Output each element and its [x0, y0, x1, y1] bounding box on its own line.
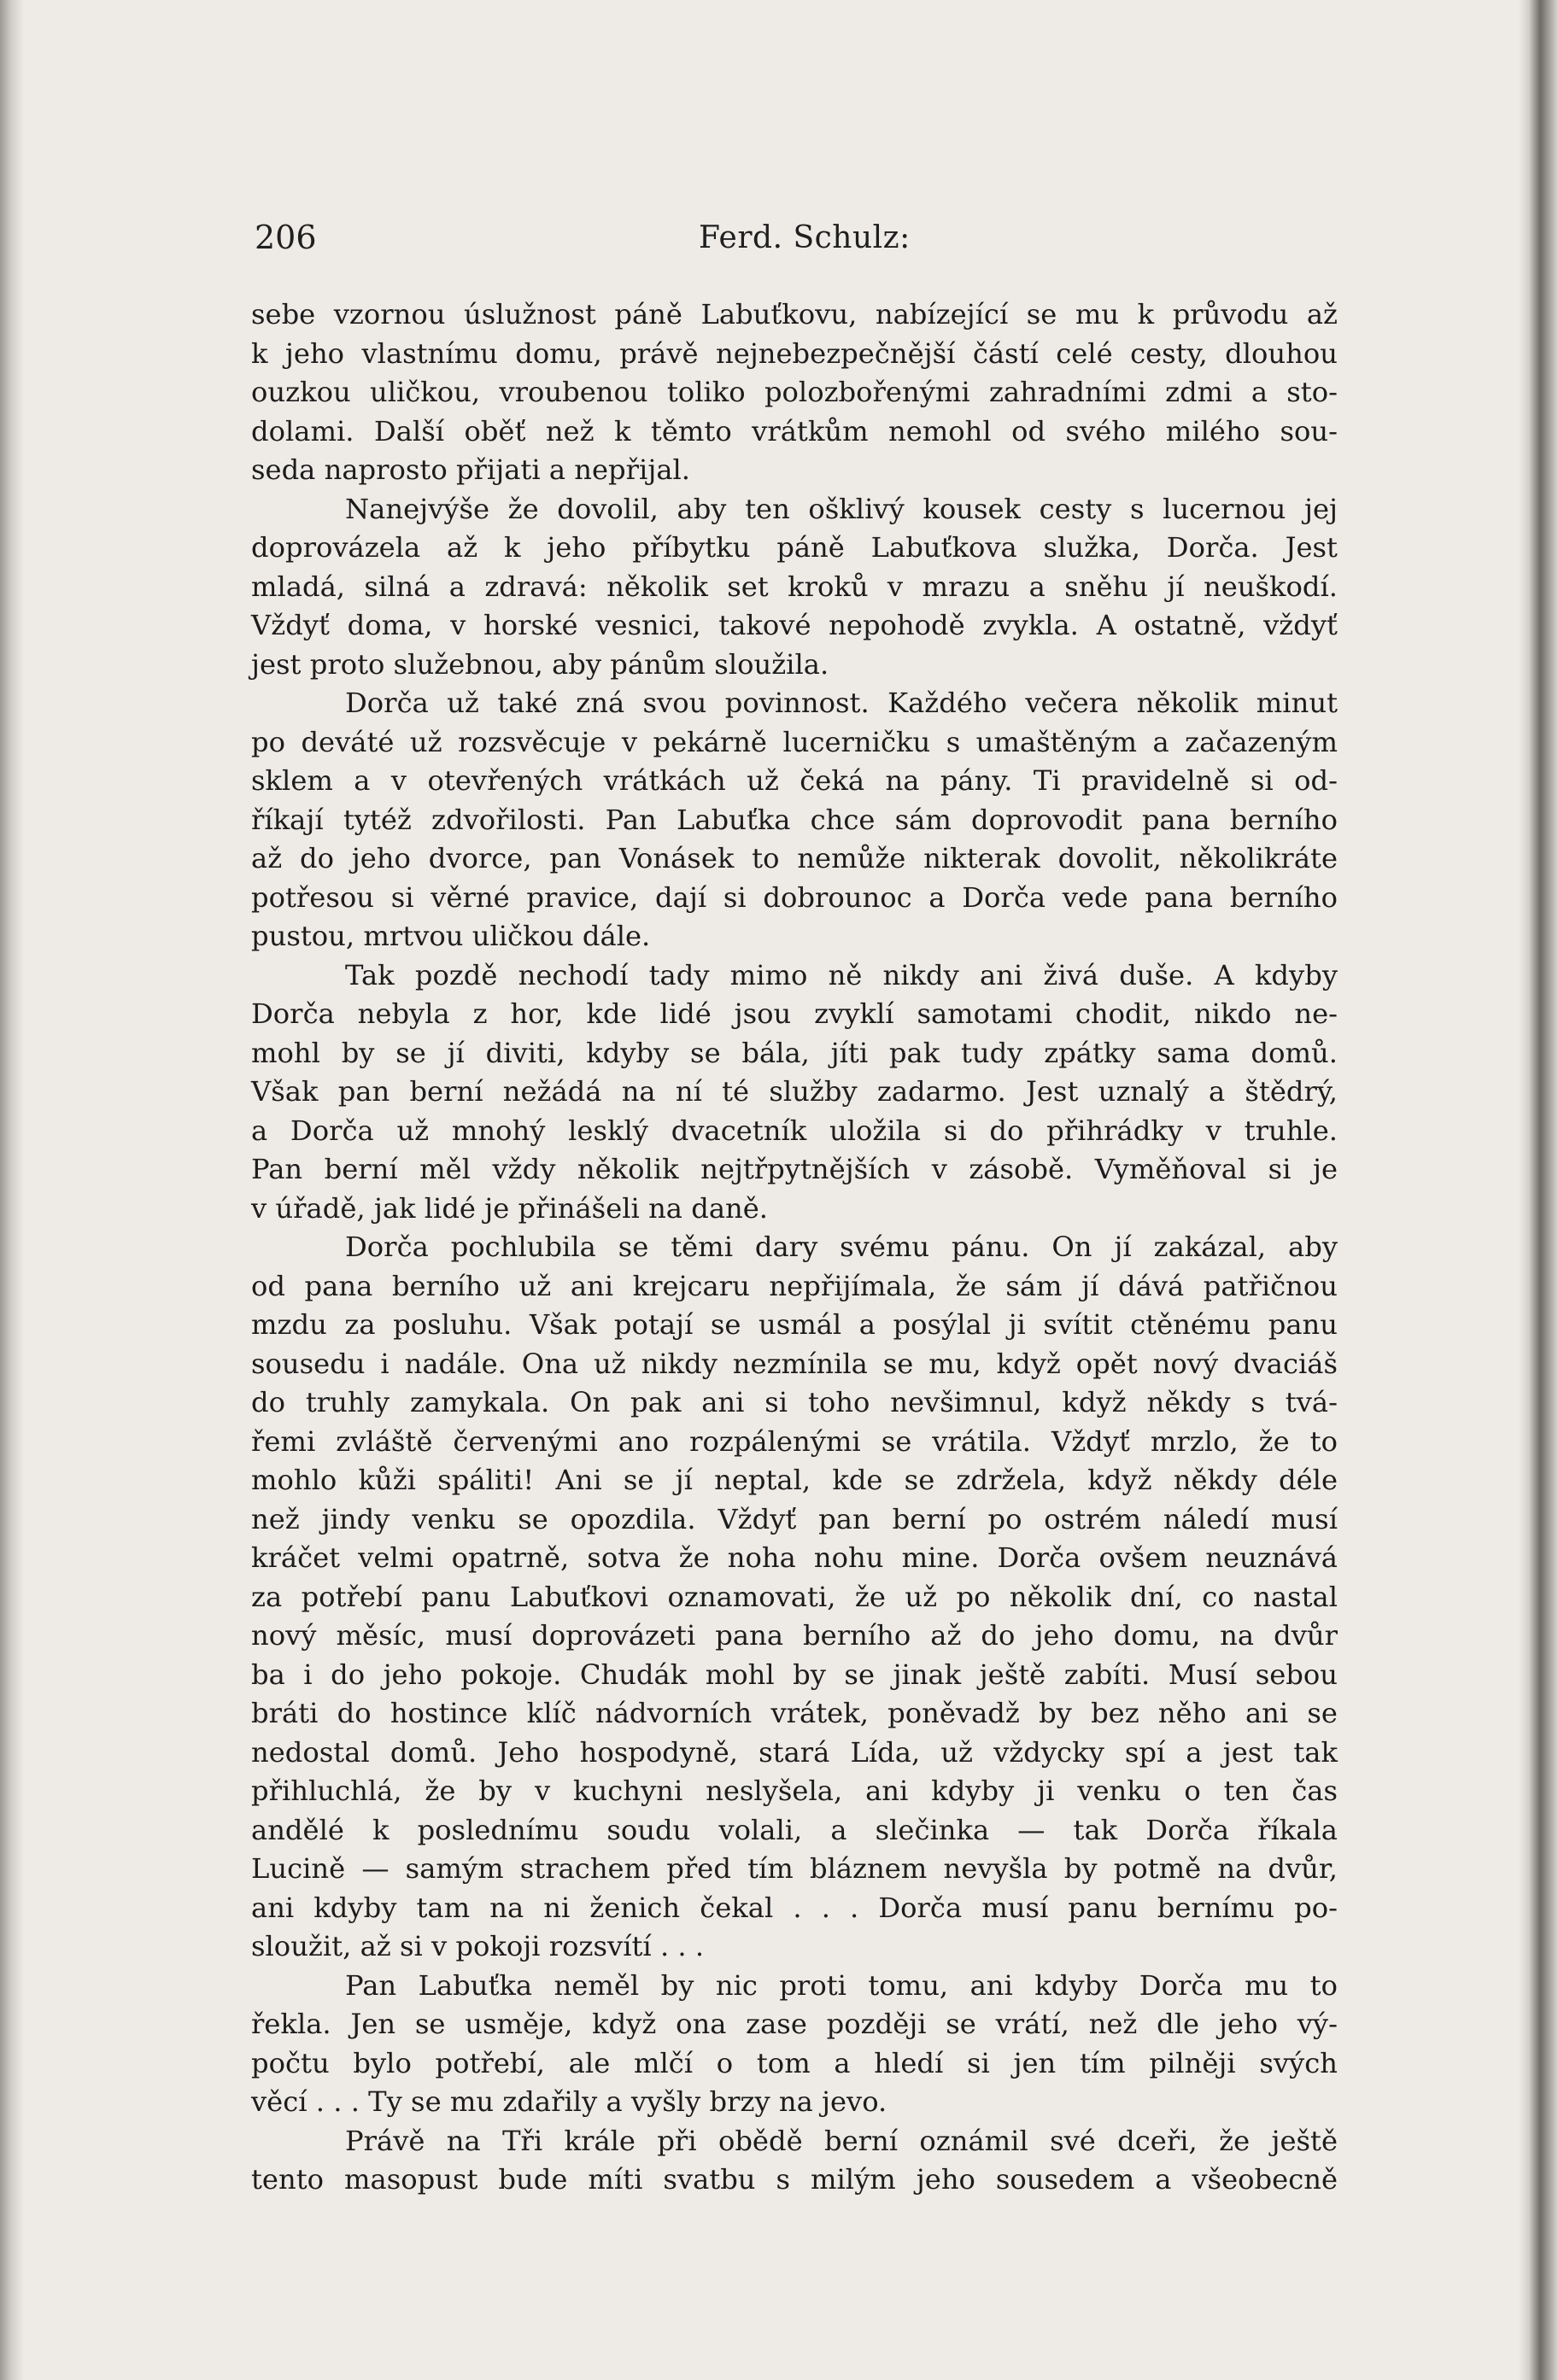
- text-line: řemi zvláště červenými ano rozpálenými se vrátila. Vždyť mrzlo, že to: [251, 1424, 1338, 1458]
- text-line: Dorča pochlubila se těmi dary svému pánu. On jí zakázal, aby: [345, 1231, 1338, 1263]
- text-line: říkají tytéž zdvořilosti. Pan Labuťka chce sám doprovodit pana berního: [251, 803, 1338, 836]
- text-line: ba i do jeho pokoje. Chudák mohl by se jinak ještě zabíti. Musí sebou: [251, 1658, 1338, 1691]
- body-text: [251, 295, 1338, 2200]
- text-line: do truhly zamykala. On pak ani si toho nevšimnul, když někdy s tvá-: [251, 1386, 1338, 1418]
- text-line: jest proto služebnou, aby pánům sloužila.: [251, 647, 829, 681]
- text-line: v úřadě, jak lidé je přinášeli na daně.: [251, 1191, 769, 1225]
- text-line: tento masopust bude míti svatbu s milým jeho sousedem a všeobecně: [251, 2163, 1338, 2196]
- page-header: [255, 219, 1338, 261]
- text-line: potřesou si věrné pravice, dají si dobrounoc a Dorča vede pana berního: [251, 880, 1338, 914]
- text-line: ouzkou uličkou, vroubenou toliko polozbořenými zahradními zdmi a sto-: [251, 376, 1338, 408]
- text-line: počtu bylo potřebí, ale mlčí o tom a hledí si jen tím pilněji svých: [251, 2046, 1338, 2079]
- text-line: mladá, silná a zdravá: několik set kroků v mrazu a sněhu jí neuškodí.: [251, 570, 1338, 603]
- text-line: nedostal domů. Jeho hospodyně, stará Lída, už vždycky spí a jest tak: [251, 1735, 1338, 1769]
- text-line: mohl by se jí diviti, kdyby se bála, jíti pak tudy zpátky sama domů.: [251, 1036, 1338, 1069]
- text-line: řekla. Jen se usměje, když ona zase později se vrátí, než dle jeho vý-: [251, 2008, 1338, 2040]
- text-line: za potřebí panu Labuťkovi oznamovati, že už po několik dní, co nastal: [251, 1580, 1338, 1613]
- text-line: sloužit, až si v pokoji rozsvítí . . .: [251, 1930, 705, 1962]
- text-line: Dorča nebyla z hor, kde lidé jsou zvyklí samotami chodit, nikdo ne-: [251, 997, 1338, 1030]
- text-line: Lucině — samým strachem před tím bláznem nevyšla by potmě na dvůr,: [251, 1852, 1338, 1885]
- text-line: pustou, mrtvou uličkou dále.: [251, 920, 651, 952]
- text-line: mzdu za posluhu. Však potají se usmál a posýlal ji svítit ctěnému panu: [251, 1308, 1338, 1341]
- text-line: sebe vzornou úslužnost páně Labuťkovu, nabízející se mu k průvodu až: [251, 298, 1338, 330]
- text-line: doprovázela až k jeho příbytku páně Labuťkova služka, Dorča. Jest: [251, 531, 1338, 564]
- page-right-edge: [1519, 0, 1558, 2380]
- running-head: Ferd. Schulz:: [699, 220, 911, 255]
- text-line: nový měsíc, musí doprovázeti pana berního až do jeho domu, na dvůr: [251, 1619, 1338, 1652]
- text-line: než jindy venku se opozdila. Vždyť pan berní po ostrém náledí musí: [251, 1502, 1338, 1535]
- text-line: sousedu i nadále. Ona už nikdy nezmínila se mu, když opět nový dvaciáš: [251, 1347, 1338, 1380]
- text-line: od pana berního už ani krejcaru nepřijímala, že sám jí dává patřičnou: [251, 1269, 1338, 1302]
- text-line: Pan berní měl vždy několik nejtřpytnějších v zásobě. Vyměňoval si je: [251, 1153, 1338, 1185]
- text-line: sklem a v otevřených vrátkách už čeká na pány. Ti pravidelně si od-: [251, 764, 1338, 797]
- text-line: Však pan berní nežádá na ní té služby zadarmo. Jest uznalý a štědrý,: [251, 1075, 1338, 1108]
- text-line: seda naprosto přijati a nepřijal.: [251, 453, 691, 486]
- text-line: kráčet velmi opatrně, sotva že noha nohu mine. Dorča ovšem neuznává: [251, 1541, 1338, 1574]
- text-line: a Dorča už mnohý lesklý dvacetník uložila si do přihrádky v truhle.: [251, 1114, 1338, 1147]
- page-number: 206: [255, 219, 317, 256]
- text-line: po deváté už rozsvěcuje v pekárně lucerničku s umaštěným a začazeným: [251, 725, 1338, 758]
- text-line: věcí . . . Ty se mu zdařily a vyšly brzy na jevo.: [251, 2085, 887, 2118]
- text-line: bráti do hostince klíč nádvorních vrátek, poněvadž by bez něho ani se: [251, 1697, 1338, 1729]
- text-line: Pan Labuťka neměl by nic proti tomu, ani kdyby Dorča mu to: [345, 1968, 1338, 2002]
- text-line: dolami. Další oběť než k těmto vrátkům nemohl od svého milého sou-: [251, 414, 1338, 447]
- text-line: k jeho vlastnímu domu, právě nejnebezpečnější částí celé cesty, dlouhou: [251, 336, 1338, 370]
- text-line: mohlo kůži spáliti! Ani se jí neptal, kde se zdržela, když někdy déle: [251, 1464, 1338, 1496]
- page-left-shadow: [0, 0, 24, 2380]
- text-line: Právě na Tři krále při obědě berní oznámil své dceři, že ještě: [345, 2124, 1338, 2157]
- text-line: Tak pozdě nechodí tady mimo ně nikdy ani živá duše. A kdyby: [345, 958, 1338, 991]
- text-line: Vždyť doma, v horské vesnici, takové nepohodě zvykla. A ostatně, vždyť: [251, 609, 1338, 641]
- text-line: andělé k poslednímu soudu volali, a slečinka — tak Dorča říkala: [251, 1813, 1338, 1846]
- text-line: přihluchlá, že by v kuchyni neslyšela, ani kdyby ji venku o ten čas: [251, 1775, 1338, 1807]
- text-line: Dorča už také zná svou povinnost. Každého večera několik minut: [345, 687, 1338, 719]
- text-line: Nanejvýše že dovolil, aby ten ošklivý kousek cesty s lucernou jej: [345, 492, 1338, 525]
- text-line: ani kdyby tam na ni ženich čekal . . . Dorča musí panu bernímu po-: [251, 1891, 1338, 1924]
- text-line: až do jeho dvorce, pan Vonásek to nemůže nikterak dovolit, několikráte: [251, 842, 1338, 874]
